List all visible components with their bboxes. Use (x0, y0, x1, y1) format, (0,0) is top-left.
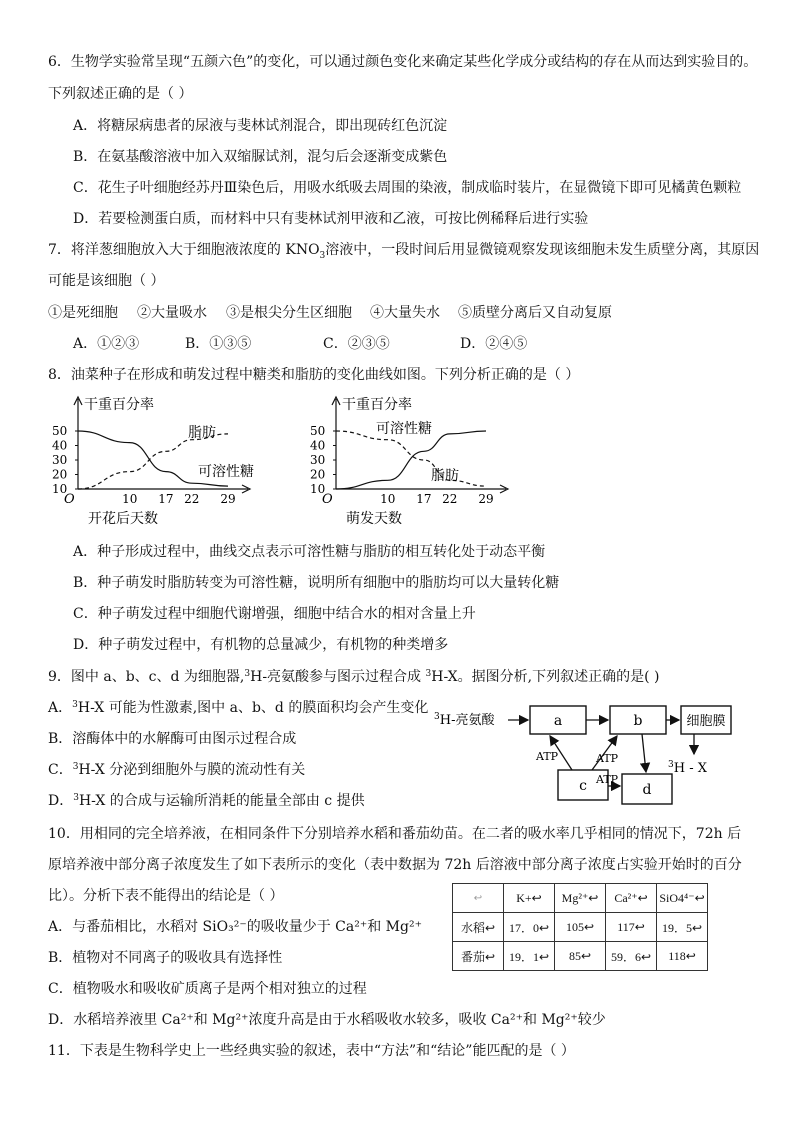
q9-stem: 9．图中 a、b、c、d 为细胞器,$^3$H-亮氨酸参与图示过程合成 $^3$H-X。据图分析,下列叙述正确的是( ) (48, 669, 660, 685)
svg-text:d: d (642, 782, 652, 798)
svg-text:细胞膜: 细胞膜 (686, 714, 726, 729)
y-axis-label: 干重百分率 (342, 397, 412, 413)
q8-charts (48, 393, 518, 528)
q8-option-c: C．种子萌发过程中细胞代谢增强，细胞中结合水的相对含量上升 (73, 606, 476, 622)
y-tick-label: 30 (310, 453, 326, 467)
table-header-cell: Ca²⁺↩ (606, 884, 657, 913)
q7-choice-4: ④大量失水 (370, 305, 440, 321)
atp-label-a: ATP (536, 750, 559, 763)
q8-option-d: D．种子萌发过程中，有机物的总量减少，有机物的种类增多 (73, 637, 449, 653)
q10-stem-line1: 10．用相同的完全培养液，在相同条件下分别培养水稻和番茄幼苗。在二者的吸水率几乎相同的情况下，72h 后 (48, 826, 742, 842)
x-axis-label: 开花后天数 (88, 511, 158, 527)
q7-option-d: D．②④⑤ (460, 336, 528, 352)
table-cell: 118↩ (657, 942, 708, 971)
q7-choice-1: ①是死细胞 (48, 305, 118, 321)
table-cell: 17．0↩ (504, 913, 555, 942)
y-tick-label: 20 (310, 467, 326, 482)
q8-option-a: A．种子形成过程中，曲线交点表示可溶性糖与脂肪的相互转化处于动态平衡 (73, 544, 546, 560)
series-line (78, 434, 228, 489)
q8-option-b: B．种子萌发时脂肪转变为可溶性糖，说明所有细胞中的脂肪均可以大量转化糖 (73, 575, 560, 591)
y-tick-label: 30 (52, 453, 68, 467)
q9-organelle-diagram (432, 700, 732, 808)
x-tick-label: 22 (184, 492, 200, 506)
table-header-cell: Mg²⁺↩ (555, 884, 606, 913)
table-header-cell: SiO4⁴⁻↩ (657, 884, 708, 913)
q7-stem-line2: 可能是该细胞（ ） (48, 273, 165, 289)
q9-option-c: C．$^3$H-X 分泌到细胞外与膜的流动性有关 (48, 762, 306, 778)
table-cell: 117↩ (606, 913, 657, 942)
q9-option-b: B．溶酶体中的水解酶可由图示过程合成 (48, 731, 297, 747)
ion-concentration-table (452, 883, 708, 971)
table-cell: 105↩ (555, 913, 606, 942)
x-tick-label: 29 (478, 492, 494, 506)
series-label: 可溶性糖 (198, 464, 254, 480)
series-label: 脂肪 (431, 468, 459, 484)
q7-choice-3: ③是根尖分生区细胞 (226, 305, 352, 321)
svg-text:a: a (553, 713, 563, 729)
q10-option-b: B．植物对不同离子的吸收具有选择性 (48, 950, 283, 966)
x-tick-label: 29 (220, 492, 236, 506)
q6-option-a: A．将糖尿病患者的尿液与斐林试剂混合，即出现砖红色沉淀 (73, 118, 448, 134)
chart-seed-germination (310, 397, 508, 527)
table-row (453, 913, 708, 942)
q6-option-d: D．若要检测蛋白质，而材料中只有斐林试剂甲液和乙液，可按比例稀释后进行实验 (73, 211, 589, 227)
q7-choice-2: ②大量吸水 (137, 305, 207, 321)
q7-option-b: B．①③⑤ (185, 336, 252, 352)
q6-stem-line1: 6．生物学实验常呈现“五颜六色”的变化，可以通过颜色变化来确定某些化学成分或结构的存在从而达到实验目的。 (48, 54, 758, 70)
output-label: $^3$H - X (668, 760, 707, 776)
x-tick-label: 17 (416, 492, 432, 506)
series-line (336, 431, 486, 489)
table-cell: 水稻↩ (453, 913, 504, 942)
y-tick-label: 40 (52, 438, 68, 453)
x-tick-label: 10 (380, 492, 396, 506)
q9-option-d: D．$^3$H-X 的合成与运输所消耗的能量全部由 c 提供 (48, 793, 365, 809)
y-tick-label: 50 (52, 424, 68, 438)
origin-label: O (322, 492, 333, 507)
q10-option-d: D．水稻培养液里 Ca²⁺和 Mg²⁺浓度升高是由于水稻吸收水较多，吸收 Ca²⁺和 Mg²⁺较少 (48, 1012, 606, 1028)
table-row (453, 942, 708, 971)
q6-option-c: C．花生子叶细胞经苏丹Ⅲ染色后，用吸水纸吸去周围的染液，制成临时装片，在显微镜下即可见橘黄色颗粒 (73, 180, 742, 196)
table-cell: 19．1↩ (504, 942, 555, 971)
q7-option-a: A．①②③ (73, 336, 140, 352)
q10-stem-line3: 比）。分析下表不能得出的结论是（ ） (48, 888, 284, 904)
q7-option-c: C．②③⑤ (323, 336, 390, 352)
x-tick-label: 22 (442, 492, 458, 506)
x-tick-label: 17 (158, 492, 174, 506)
q6-option-b: B．在氨基酸溶液中加入双缩脲试剂，混匀后会逐渐变成紫色 (73, 149, 448, 165)
origin-label: O (64, 492, 75, 507)
svg-text:c: c (579, 778, 587, 794)
table-header-row (453, 884, 708, 913)
y-tick-label: 40 (310, 438, 326, 453)
table-cell: 85↩ (555, 942, 606, 971)
chart-seed-formation (52, 397, 254, 527)
q7-choice-5: ⑤质壁分离后又自动复原 (458, 305, 612, 321)
q10-option-c: C．植物吸水和吸收矿质离子是两个相对独立的过程 (48, 981, 367, 997)
x-tick-label: 10 (122, 492, 138, 506)
y-tick-label: 50 (310, 424, 326, 438)
arrow-b-to-d (642, 734, 646, 772)
x-axis-label: 萌发天数 (346, 511, 402, 527)
table-cell: 番茄↩ (453, 942, 504, 971)
atp-label-b: ATP (596, 752, 619, 765)
table-cell: 59．6↩ (606, 942, 657, 971)
leucine-label: $^3$H-亮氨酸 (434, 712, 495, 728)
q7-stem-line1: 7．将洋葱细胞放入大于细胞液浓度的 $KNO_3$溶液中，一段时间后用显微镜观察发现该细胞未发生质壁分离，其原因 (48, 242, 760, 261)
y-axis-label: 干重百分率 (84, 397, 154, 413)
y-tick-label: 20 (52, 467, 68, 482)
svg-text:b: b (633, 713, 643, 729)
q8-stem: 8．油菜种子在形成和萌发过程中糖类和脂肪的变化曲线如图。下列分析正确的是（ ） (48, 367, 580, 383)
q11-stem: 11．下表是生物科学史上一些经典实验的叙述，表中“方法”和“结论”能匹配的是（ ） (48, 1043, 575, 1059)
series-label: 脂肪 (188, 425, 216, 441)
table-cell: 19．5↩ (657, 913, 708, 942)
q9-option-a: A．$^3$H-X 可能为性激素,图中 a、b、d 的膜面积均会产生变化 (48, 700, 429, 716)
q10-stem-line2: 原培养液中部分离子浓度发生了如下表所示的变化（表中数据为 72h 后溶液中部分离子浓度占实验开始时的百分 (48, 857, 742, 873)
table-header-cell: K+↩ (504, 884, 555, 913)
atp-label-d: ATP (596, 773, 619, 786)
table-header-cell: ↩ (453, 884, 504, 913)
y-tick-label: 10 (52, 482, 68, 496)
q10-option-a: A．与番茄相比，水稻对 SiO₃²⁻的吸收量少于 Ca²⁺和 Mg²⁺ (48, 919, 422, 935)
series-label: 可溶性糖 (376, 421, 432, 437)
y-tick-label: 10 (310, 482, 326, 496)
q6-stem-line2: 下列叙述正确的是（ ） (48, 86, 193, 102)
